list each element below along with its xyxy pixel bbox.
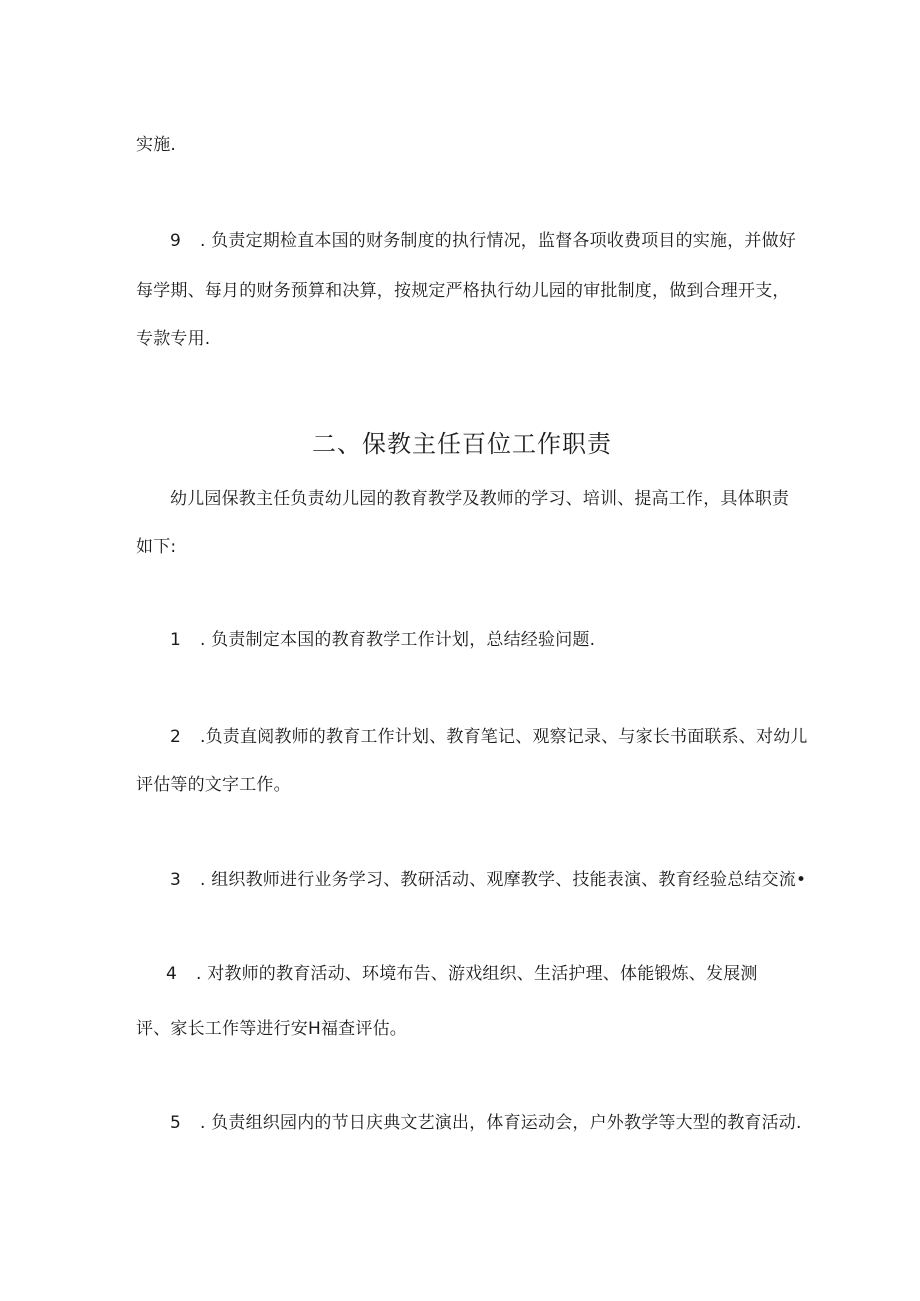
- previous-item-tail: 实施.: [136, 135, 177, 155]
- item-1-text-1: . 负责制定本国的教育教学工作计划，总结经验问题.: [200, 630, 596, 650]
- item-2-line-1: [170, 725, 808, 749]
- item-4-text-1: . 对教师的教育活动、环境布告、游戏组织、生活护理、体能锻炼、发展测: [196, 964, 758, 984]
- item-9-number: 9: [170, 231, 182, 251]
- section-2-intro-line-1: 幼儿园保教主任负责幼儿园的教育教学及教师的学习、培训、提高工作，具体职责: [170, 489, 790, 509]
- item-1-number: 1: [170, 630, 182, 650]
- item-9-text-1: . 负责定期检直本国的财务制度的执行情况，监督各项收费项目的实施，并做好: [200, 231, 797, 251]
- item-4-line-2: 评、家长工作等进行安H福查评估。: [136, 1019, 407, 1039]
- section-2-intro-line-2: 如下:: [136, 537, 177, 557]
- section-2-title: 二、保教主任百位工作职责: [312, 430, 612, 458]
- item-5-number: 5: [170, 1113, 182, 1133]
- item-2-number: 2: [170, 727, 182, 747]
- item-5-line-1: [170, 1111, 802, 1135]
- item-1-line-1: [170, 628, 595, 652]
- item-9-line-2: 每学期、每月的财务预算和决算，按规定严格执行幼儿园的审批制度，做到合理开支，: [136, 281, 790, 301]
- item-4-line-1: [166, 962, 758, 986]
- item-3-number: 3: [170, 870, 182, 890]
- item-3-line-1: [170, 868, 806, 892]
- item-2-text-1: .负责直阅教师的教育工作计划、教育笔记、观察记录、与家长书面联系、对幼儿: [200, 727, 808, 747]
- item-2-line-2: 评估等的文字工作。: [136, 775, 291, 795]
- item-4-number: 4: [166, 964, 178, 984]
- item-9-line-1: [170, 229, 796, 253]
- item-3-text-1: . 组织教师进行业务学习、教研活动、观摩教学、技能表演、教育经验总结交流•: [200, 870, 807, 890]
- item-5-text-1: . 负责组织园内的节日庆典文艺演出，体育运动会，户外教学等大型的教育活动.: [200, 1113, 802, 1133]
- item-9-line-3: 专款专用.: [136, 329, 211, 349]
